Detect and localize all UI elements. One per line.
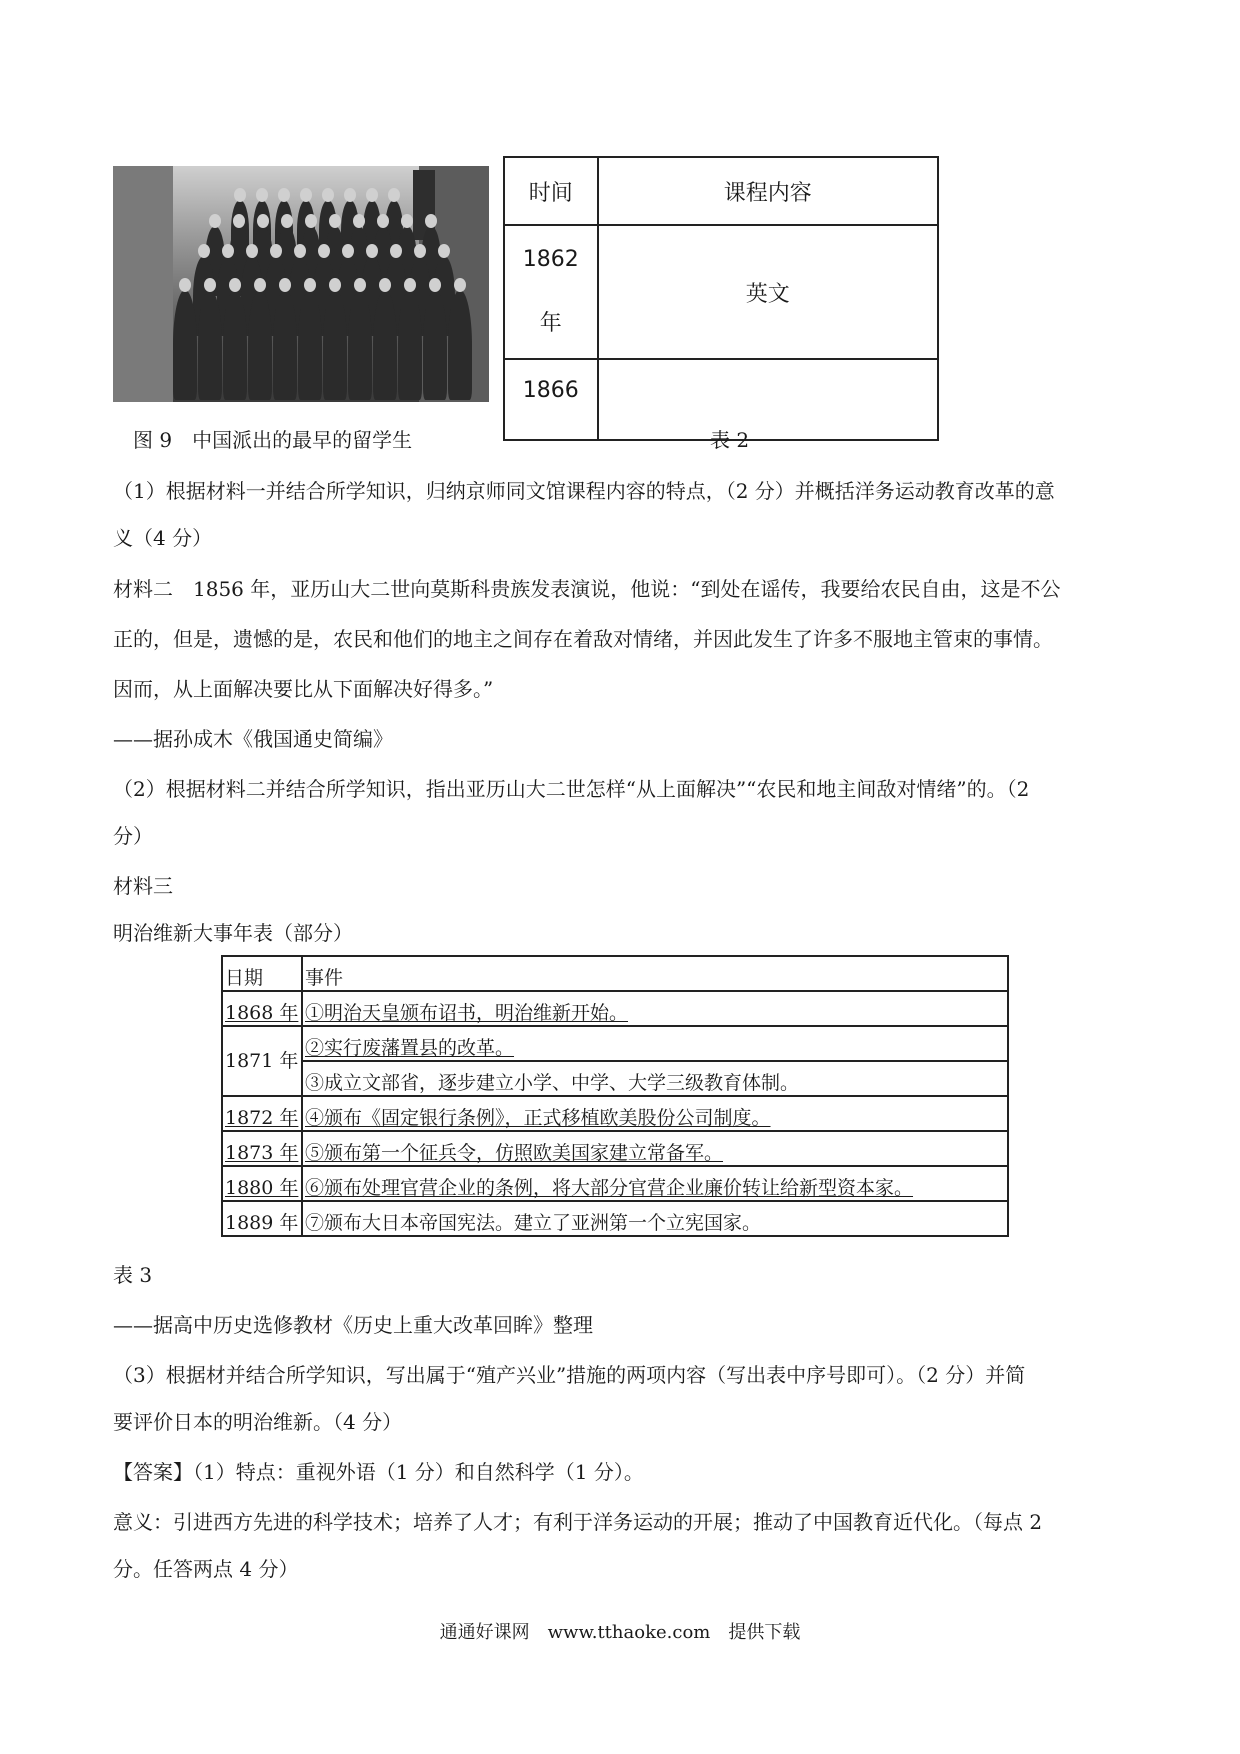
photo-student (248, 290, 272, 400)
photo-student (448, 290, 472, 400)
table3-source: ——据高中历史选修教材《历史上重大改革回眸》整理 (113, 1313, 593, 1337)
table-row (222, 991, 1008, 1026)
photo-student (323, 290, 347, 400)
photo-student-face (366, 244, 378, 258)
photo-student (173, 290, 197, 400)
photo-student-face (401, 214, 413, 228)
table3-event: ③成立文部省，逐步建立小学、中学、大学三级教育体制。 (305, 1072, 800, 1094)
table3-event: ⑥颁布处理官营企业的条例，将大部分官营企业廉价转让给新型资本家。 (305, 1177, 914, 1199)
table3-date: 1868 年 (225, 1002, 299, 1024)
photo-student-face (329, 278, 341, 292)
photo-student-face (379, 278, 391, 292)
table3-date: 1873 年 (225, 1142, 299, 1164)
table3-event: ⑦颁布大日本帝国宪法。建立了亚洲第一个立宪国家。 (305, 1212, 762, 1234)
table-row (222, 1131, 1008, 1166)
photo-student-face (233, 214, 245, 228)
table-row (222, 1096, 1008, 1131)
photo-student (223, 290, 247, 400)
photo-student-face (414, 244, 426, 258)
photo-student-face (281, 214, 293, 228)
photo-student-face (305, 214, 317, 228)
table2-row2-content (598, 359, 938, 440)
table3-header-date: 日期 (222, 956, 302, 991)
early-students-photo (113, 166, 489, 402)
table2-row2-time: 1866 (504, 359, 598, 440)
question1-line2: 义（4 分） (113, 526, 213, 550)
photo-student-face (270, 244, 282, 258)
table2-row-content: 英文 (598, 225, 938, 359)
photo-student-face (257, 214, 269, 228)
table3-date: 1889 年 (225, 1212, 299, 1234)
photo-door-left (113, 166, 173, 402)
table3-event: ④颁布《固定银行条例》，正式移植欧美股份公司制度。 (305, 1107, 771, 1129)
photo-student-face (246, 244, 258, 258)
photo-student-face (198, 244, 210, 258)
table-row (222, 1026, 1008, 1061)
table-row (222, 956, 1008, 991)
table3-event: ②实行废藩置县的改革。 (305, 1037, 515, 1059)
photo-student (373, 290, 397, 400)
figure9-caption: 图 9 中国派出的最早的留学生 (133, 428, 413, 452)
photo-student-face (404, 278, 416, 292)
table-3 (221, 955, 1009, 1237)
photo-student-face (254, 278, 266, 292)
table3-event: ⑤颁布第一个征兵令，仿照欧美国家建立常备军。 (305, 1142, 724, 1164)
photo-student-face (234, 188, 246, 202)
photo-student (273, 290, 297, 400)
answer-line2: 意义：引进西方先进的科学技术；培养了人才；有利于洋务运动的开展；推动了中国教育近代化。（每点 2 (113, 1510, 1043, 1534)
table-2 (503, 156, 939, 403)
table-row (222, 1061, 1008, 1096)
photo-student-face (322, 188, 334, 202)
page-footer: 通通好课网 www.tthaoke.com 提供下载 (439, 1622, 801, 1643)
photo-student-face (377, 214, 389, 228)
table-row (222, 1201, 1008, 1236)
photo-student (423, 290, 447, 400)
material2-source: ——据孙成木《俄国通史简编》 (113, 727, 393, 751)
material2-line1: 材料二 1856 年，亚历山大二世向莫斯科贵族发表演说，他说：“到处在谣传，我要给农民自由，这是不公 (113, 577, 1061, 601)
photo-student-face (318, 244, 330, 258)
table3-event: ①明治天皇颁布诏书，明治维新开始。 (305, 1002, 629, 1024)
photo-student-face (294, 244, 306, 258)
material2-line2: 正的，但是，遗憾的是，农民和他们的地主之间存在着敌对情绪，并因此发生了许多不服地主管束的事情。 (113, 627, 1053, 651)
photo-student (298, 290, 322, 400)
photo-student-face (366, 188, 378, 202)
photo-student-face (344, 188, 356, 202)
table2-row-time (504, 225, 598, 359)
photo-student-face (429, 278, 441, 292)
question2-line1: （2）根据材料二并结合所学知识，指出亚历山大二世怎样“从上面解决”“农民和地主间敌对情绪”的。（2 (113, 777, 1030, 801)
table3-date: 1872 年 (225, 1107, 299, 1129)
photo-student-face (304, 278, 316, 292)
photo-student-face (329, 214, 341, 228)
photo-student-face (438, 244, 450, 258)
photo-student (398, 290, 422, 400)
question1-line1: （1）根据材料一并结合所学知识，归纳京师同文馆课程内容的特点，（2 分）并概括洋务运动教育改革的意 (113, 479, 1055, 503)
photo-student-face (353, 214, 365, 228)
answer-line3: 分。任答两点 4 分） (113, 1557, 299, 1581)
table2-row-time-line1: 1862 (522, 247, 579, 272)
question3-line1: （3）根据材并结合所学知识，写出属于“殖产兴业”措施的两项内容（写出表中序号即可）。（2 分）并简 (113, 1363, 1026, 1387)
table2-caption: 表 2 (710, 428, 750, 452)
photo-student-face (209, 214, 221, 228)
photo-student-face (204, 278, 216, 292)
material3-label: 材料三 (113, 874, 173, 898)
photo-student-face (256, 188, 268, 202)
photo-student-face (222, 244, 234, 258)
photo-student-face (279, 278, 291, 292)
photo-student-face (354, 278, 366, 292)
photo-student-face (390, 244, 402, 258)
table3-caption: 表 3 (113, 1263, 153, 1287)
photo-student-face (342, 244, 354, 258)
question3-line2: 要评价日本的明治维新。（4 分） (113, 1410, 403, 1434)
photo-student-face (278, 188, 290, 202)
material3-title: 明治维新大事年表（部分） (113, 921, 353, 945)
table3-date: 1871 年 (225, 1050, 299, 1072)
photo-student (348, 290, 372, 400)
photo-student-face (229, 278, 241, 292)
photo-student (198, 290, 222, 400)
photo-student-face (454, 278, 466, 292)
material2-line3: 因而，从上面解决要比从下面解决好得多。” (113, 677, 494, 701)
table2-row-time-line2: 年 (539, 311, 562, 336)
question2-line2: 分） (113, 824, 153, 848)
table3-date: 1880 年 (225, 1177, 299, 1199)
answer-line1: 【答案】（1）特点：重视外语（1 分）和自然科学（1 分）。 (113, 1460, 644, 1484)
photo-student-face (425, 214, 437, 228)
photo-student-face (388, 188, 400, 202)
table2-header-content: 课程内容 (598, 157, 938, 225)
table3-header-event: 事件 (302, 956, 1008, 991)
photo-student-face (300, 188, 312, 202)
table-row (222, 1166, 1008, 1201)
table2-header-time: 时间 (504, 157, 598, 225)
photo-student-face (179, 278, 191, 292)
